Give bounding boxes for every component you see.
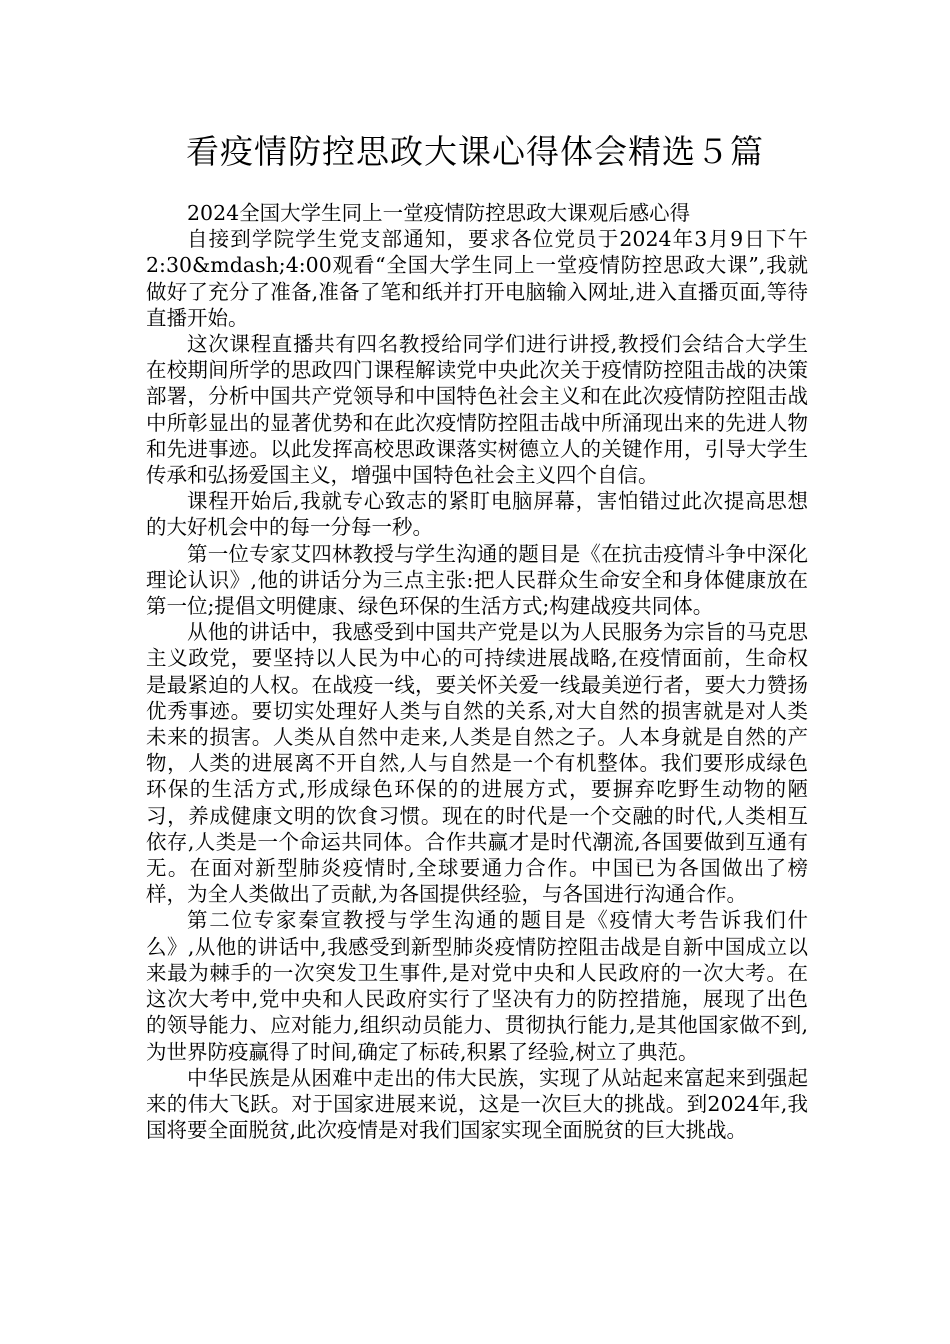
document-body — [146, 200, 808, 1143]
body-paragraph: 自接到学院学生党支部通知，要求各位党员于2024年3月9日下午2:30&mdash;4:00观看“全国大学生同上一堂疫情防控思政大课”,我就做好了充分了准备,准备了笔和纸并打开电脑输入网址,进入直播页面,等待直播开始。 — [146, 227, 808, 330]
body-paragraph: 课程开始后,我就专心致志的紧盯电脑屏幕，害怕错过此次提高思想的大好机会中的每一分每一秒。 — [146, 489, 808, 540]
body-paragraph: 从他的讲话中，我感受到中国共产党是以为人民服务为宗旨的马克思主义政党，要坚持以人民为中心的可持续进展战略,在疫情面前，生命权是最紧迫的人权。在战疫一线，要关怀关爱一线最美逆行者，要大力赞扬优秀事迹。要切实处理好人类与自然的关系,对大自然的损害就是对人类未来的损害。人类从自然中走来,人类是自然之子。人本身就是自然的产物，人类的进展离不开自然,人与自然是一个有机整体。我们要形成绿色环保的生活方式,形成绿色环保的的进展方式，要摒弃吃野生动物的陋习，养成健康文明的饮食习惯。现在的时代是一个交融的时代,人类相互依存,人类是一个命运共同体。合作共赢才是时代潮流,各国要做到互通有无。在面对新型肺炎疫情时,全球要通力合作。中国已为各国做出了榜样，为全人类做出了贡献,为各国提供经验，与各国进行沟通合作。 — [146, 620, 808, 907]
body-paragraph: 第一位专家艾四林教授与学生沟通的题目是《在抗击疫情斗争中深化理论认识》,他的讲话分为三点主张:把人民群众生命安全和身体健康放在第一位;提倡文明健康、绿色环保的生活方式;构建战疫共同体。 — [146, 541, 808, 619]
body-paragraph: 这次课程直播共有四名教授给同学们进行讲授,教授们会结合大学生在校期间所学的思政四门课程解读党中央此次关于疫情防控阻击战的决策部署，分析中国共产党领导和中国特色社会主义和在此次疫情防控阻击战中所彰显出的显著优势和在此次疫情防控阻击战中所涌现出来的先进人物和先进事迹。以此发挥高校思政课落实树德立人的关键作用，引导大学生传承和弘扬爱国主义，增强中国特色社会主义四个自信。 — [146, 332, 808, 488]
body-paragraph: 第二位专家秦宣教授与学生沟通的题目是《疫情大考告诉我们什么》,从他的讲话中,我感受到新型肺炎疫情防控阻击战是自新中国成立以来最为棘手的一次突发卫生事件,是对党中央和人民政府的一次大考。在这次大考中,党中央和人民政府实行了坚决有力的防控措施，展现了出色的领导能力、应对能力,组织动员能力、贯彻执行能力,是其他国家做不到,为世界防疫赢得了时间,确定了标砖,积累了经验,树立了典范。 — [146, 908, 808, 1064]
body-paragraph: 中华民族是从困难中走出的伟大民族，实现了从站起来富起来到强起来的伟大飞跃。对于国家进展来说，这是一次巨大的挑战。到2024年,我国将要全面脱贫,此次疫情是对我们国家实现全面脱贫的巨大挑战。 — [146, 1065, 808, 1143]
document-title: 看疫情防控思政大课心得体会精选５篇 — [186, 132, 764, 171]
subheading-paragraph: 2024全国大学生同上一堂疫情防控思政大课观后感心得 — [187, 201, 691, 225]
